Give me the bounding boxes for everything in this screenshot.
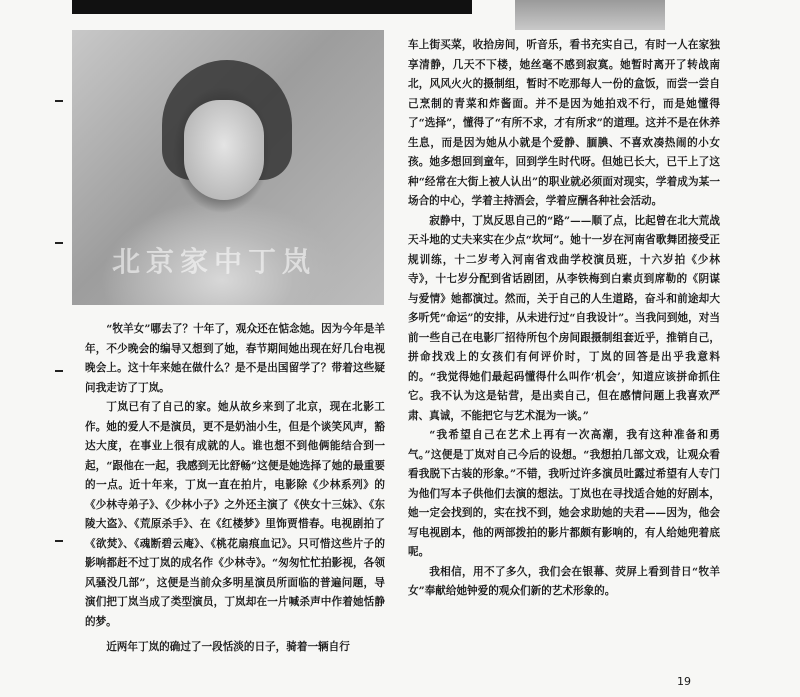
paragraph: 寂静中，丁岚反思自己的“路”——顺了点，比起曾在北大荒战天斗地的丈夫来实在少点“坎坷”。她十一岁在河南省歌舞团接受正规训练，十二岁考入河南省戏曲学校演员班，十六岁拍《少林寺》，十七岁分配到省话剧团，从李铁梅到白素贞到席勒的《阴谋与爱情》她都演过。然而，关于自己的人生道路，奋斗和前途却大多听凭“命运”的安排，从未进行过“自我设计”。当我问到她，对当前一些自己在电影厂招待所包个房间跟摄制组套近乎，推销自己，拼命找戏上的女孩们有何评价时，丁岚的回答是出乎我意料的。“我觉得她们最起码懂得什么叫作‘机会’，知道应该拼命抓住它。我不认为这是钻营，是出卖自己，但在感情问题上我喜欢严肃、真诚，不能把它与艺术混为一谈。” bbox=[408, 214, 720, 422]
paragraph: 近两年丁岚的确过了一段恬淡的日子，骑着一辆自行 bbox=[106, 641, 350, 653]
margin-mark bbox=[55, 370, 63, 372]
paragraph: 丁岚已有了自己的家。她从故乡来到了北京，现在北影工作。她的爱人不是演员，更不是奶油小生，但是个谈笑风声，豁达大度，在事业上很有成就的人。谁也想不到他俩能结合到一起，“跟他在一起，我感到无比舒畅”这便是她选择了她的最重要的一点。近十年来，丁岚一直在拍片，电影除《少林系列》的《少林寺弟子》、《少林小子》之外还主演了《侠女十三妹》、《东陵大盗》、《荒原杀手》、在《红楼梦》里饰贾惜春。电视剧拍了《欲焚》、《魂断碧云庵》、《桃花扇痕血记》。只可惜这些片子的影响都赶不过丁岚的成名作《少林寺》。“匆匆忙忙拍影视，各领风骚没几部”，这便是当前众多明星演员所面临的普遍问题，导演们把丁岚当成了类型演员，丁岚却在一片喊杀声中作着她恬静的梦。 bbox=[85, 401, 385, 628]
paragraph: 我相信，用不了多久，我们会在银幕、荧屏上看到昔日“牧羊女”奉献给她钟爱的观众们新的艺术形象的。 bbox=[408, 565, 720, 597]
left-text-column bbox=[85, 320, 385, 658]
margin-mark bbox=[55, 100, 63, 102]
paragraph: 车上街买菜，收拾房间，听音乐，看书充实自己，有时一人在家独享清静，几天不下楼，她丝毫不感到寂寞。她暂时离开了转战南北，风风火火的摄制组，暂时不吃那每人一份的盒饭，而尝一尝自己烹制的青菜和炸酱面。并不是因为她拍戏不行，而是她懂得了“选择”，懂得了“有所不求，才有所求”的道理。这并不是在休养生息，而是因为她从小就是个爱静、腼腆、不喜欢凑热闹的小女孩。她多想回到童年，回到学生时代呀。但她已长大，已干上了这种“经常在大街上被人认出”的职业就必须面对现实，学着成为某一场合的中心，学着主持酒会，学着应酬各种社会活动。 bbox=[408, 39, 720, 207]
margin-mark bbox=[55, 242, 63, 244]
paragraph: “牧羊女”哪去了？十年了，观众还在惦念她。因为今年是羊年，不少晚会的编导又想到了她，春节期间她出现在好几台电视晚会上。这十年来她在做什么？是不是出国留学了？带着这些疑问我走访了丁岚。 bbox=[85, 323, 385, 394]
right-text-column bbox=[408, 36, 720, 602]
page-number: 19 bbox=[677, 675, 691, 688]
header-rule bbox=[72, 0, 472, 14]
photo-face-shape bbox=[184, 100, 264, 200]
top-right-photo-fragment bbox=[515, 0, 665, 30]
portrait-photo bbox=[72, 30, 384, 305]
paragraph: “我希望自己在艺术上再有一次高潮，我有这种准备和勇气。”这便是丁岚对自己今后的设想。“我想拍几部文戏，让观众看看我脱下古装的形象。”不错，我听过许多演员吐露过希望有人专门为他们写本子供他们去演的想法。丁岚也在寻找适合她的好剧本，她一定会找到的，实在找不到，她会求助她的夫君——因为，他会写电视剧本，他的两部拨拍的影片都颇有影响的，有人给她兜着底呢。 bbox=[408, 429, 720, 558]
photo-watermark: 北京家中丁岚 bbox=[112, 245, 317, 278]
margin-mark bbox=[55, 540, 63, 542]
